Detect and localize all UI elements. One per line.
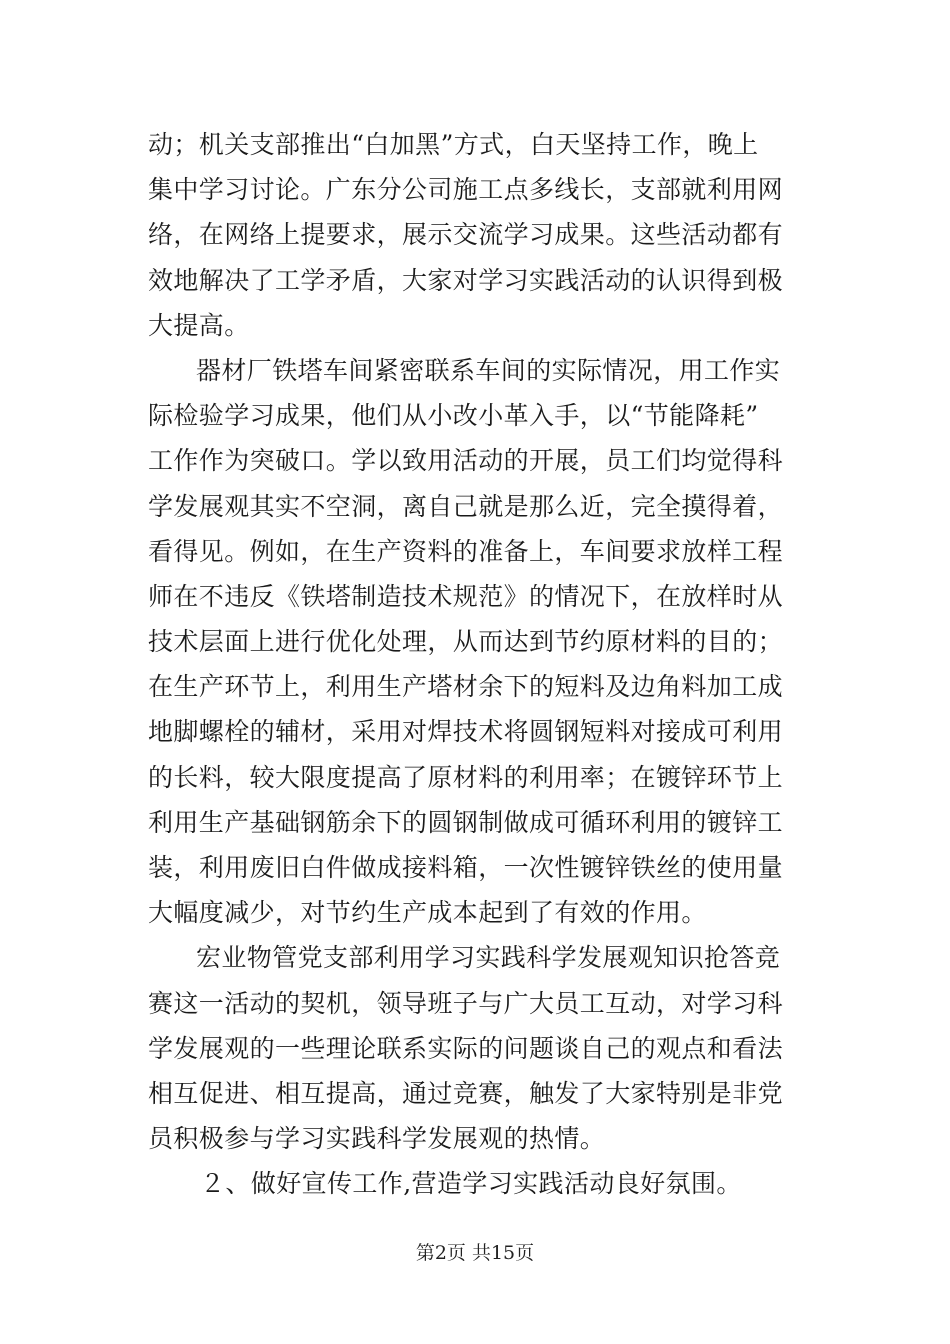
document-body (148, 122, 808, 1207)
text-line: 地脚螺栓的辅材，采用对焊技术将圆钢短料对接成可利用 (148, 717, 784, 747)
text-line: 集中学习讨论。广东分公司施工点多线长，支部就利用网 (148, 175, 784, 205)
text-line: 大幅度减少，对节约生产成本起到了有效的作用。 (148, 898, 707, 928)
page-number-footer: 第2页 共15页 (415, 1242, 535, 1264)
text-line: 动；机关支部推出“白加黑”方式，白天坚持工作，晚上 (148, 130, 759, 159)
text-line: 赛这一活动的契机，领导班子与广大员工互动，对学习科 (148, 988, 784, 1018)
text-line: 技术层面上进行优化处理，从而达到节约原材料的目的； (148, 627, 784, 657)
text-line: 学发展观其实不空洞，离自己就是那么近，完全摸得着， (148, 491, 784, 521)
paragraph-start-line: 宏业物管党支部利用学习实践科学发展观知识抢答竞 (196, 943, 781, 973)
text-line: 看得见。例如，在生产资料的准备上，车间要求放样工程 (148, 536, 784, 566)
text-line: 大提高。 (148, 310, 250, 340)
text-line: 效地解决了工学矛盾，大家对学习实践活动的认识得到极 (148, 265, 784, 295)
section-heading: ２、做好宣传工作,营造学习实践活动良好氛围。 (200, 1169, 742, 1199)
text-line: 相互促进、相互提高，通过竞赛，触发了大家特别是非党 (148, 1078, 784, 1108)
text-line: 员积极参与学习实践科学发展观的热情。 (148, 1124, 606, 1154)
text-line: 利用生产基础钢筋余下的圆钢制做成可循环利用的镀锌工 (148, 807, 784, 837)
text-line: 装，利用废旧白件做成接料箱，一次性镀锌铁丝的使用量 (148, 853, 784, 882)
text-line: 在生产环节上，利用生产塔材余下的短料及边角料加工成 (148, 672, 784, 702)
text-line: 的长料，较大限度提高了原材料的利用率；在镀锌环节上 (148, 762, 784, 792)
paragraph-start-line: 器材厂铁塔车间紧密联系车间的实际情况，用工作实 (196, 355, 781, 385)
text-line: 际检验学习成果，他们从小改小革入手，以“节能降耗” (148, 401, 759, 431)
text-line: 络，在网络上提要求，展示交流学习成果。这些活动都有 (148, 220, 784, 250)
text-line: 师在不违反《铁塔制造技术规范》的情况下，在放样时从 (148, 581, 784, 611)
text-line: 工作作为突破口。学以致用活动的开展，员工们均觉得科 (148, 446, 784, 476)
text-line: 学发展观的一些理论联系实际的问题谈自己的观点和看法 (148, 1033, 784, 1063)
